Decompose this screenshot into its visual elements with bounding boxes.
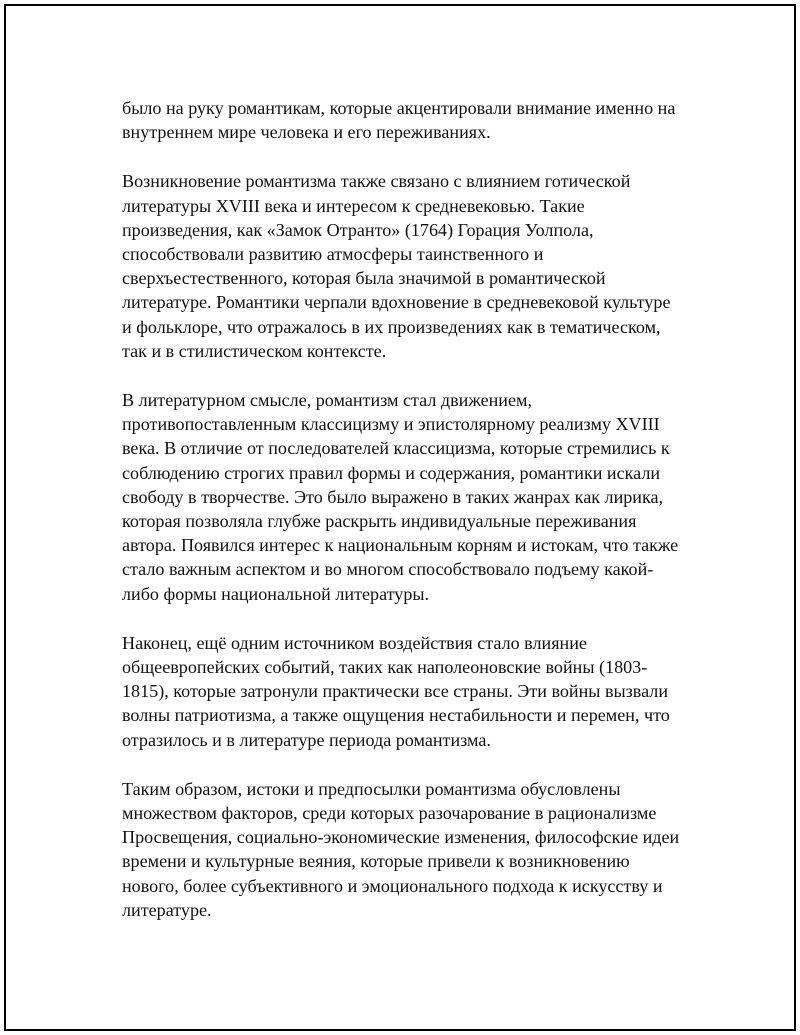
text-line: способствовали развитию атмосферы таинственного и [122, 244, 544, 265]
text-line: внутреннем мире человека и его переживаниях. [122, 122, 491, 143]
paragraph [122, 169, 702, 363]
text-line: нового, более субъективного и эмоционального подхода к искусству и [122, 875, 663, 896]
page-frame [4, 4, 796, 1031]
text-line: общеевропейских событий, таких как наполеоновские войны (1803- [122, 657, 648, 678]
text-line: стало важным аспектом и во многом способствовало подъему какой- [122, 559, 654, 580]
text-line: Просвещения, социально-экономические изменения, философские идеи [122, 827, 680, 848]
text-line: противопоставленным классицизму и эпистолярному реализму XVIII [122, 414, 660, 435]
text-line: литературе. [122, 899, 212, 920]
text-line: свободу в творчестве. Это было выражено в таких жанрах как лирика, [122, 486, 664, 507]
text-line: литературы XVIII века и интересом к средневековью. Такие [122, 195, 585, 216]
text-line: Возникновение романтизма также связано с влиянием готической [122, 171, 631, 192]
text-line: времени и культурные веяния, которые привели к возникновению [122, 851, 630, 872]
text-line: века. В отличие от последователей классицизма, которые стремились к [122, 438, 670, 459]
paragraph [122, 388, 702, 606]
text-line: автора. Появился интерес к национальным корням и истокам, что также [122, 535, 679, 556]
text-line: Таким образом, истоки и предпосылки романтизма обусловлены [122, 778, 621, 799]
text-line: произведения, как «Замок Отранто» (1764) Горация Уолпола, [122, 219, 594, 240]
text-line: множеством факторов, среди которых разочарование в рационализме [122, 803, 657, 824]
text-line: Наконец, ещё одним источником воздействия стало влияние [122, 632, 587, 653]
text-line: соблюдению строгих правил формы и содержания, романтики искали [122, 462, 661, 483]
text-line: 1815), которые затронули практически все страны. Эти войны вызвали [122, 681, 669, 702]
paragraph [122, 631, 702, 752]
text-line: сверхъестественного, которая была значимой в романтической [122, 268, 606, 289]
text-line: было на руку романтикам, которые акцентировали внимание именно на [122, 98, 676, 118]
text-line: так и в стилистическом контексте. [122, 340, 387, 361]
text-line: литературе. Романтики черпали вдохновение в средневековой культуре [122, 292, 671, 313]
document-body [122, 96, 702, 947]
text-line: отразилось и в литературе периода романтизма. [122, 729, 491, 750]
text-line: волны патриотизма, а также ощущения нестабильности и перемен, что [122, 705, 670, 726]
text-line: В литературном смысле, романтизм стал движением, [122, 390, 532, 411]
paragraph [122, 96, 702, 144]
paragraph [122, 777, 702, 922]
text-line: которая позволяла глубже раскрыть индивидуальные переживания [122, 511, 637, 532]
text-line: и фольклоре, что отражалось в их произведениях как в тематическом, [122, 316, 661, 337]
text-line: либо формы национальной литературы. [122, 583, 430, 604]
